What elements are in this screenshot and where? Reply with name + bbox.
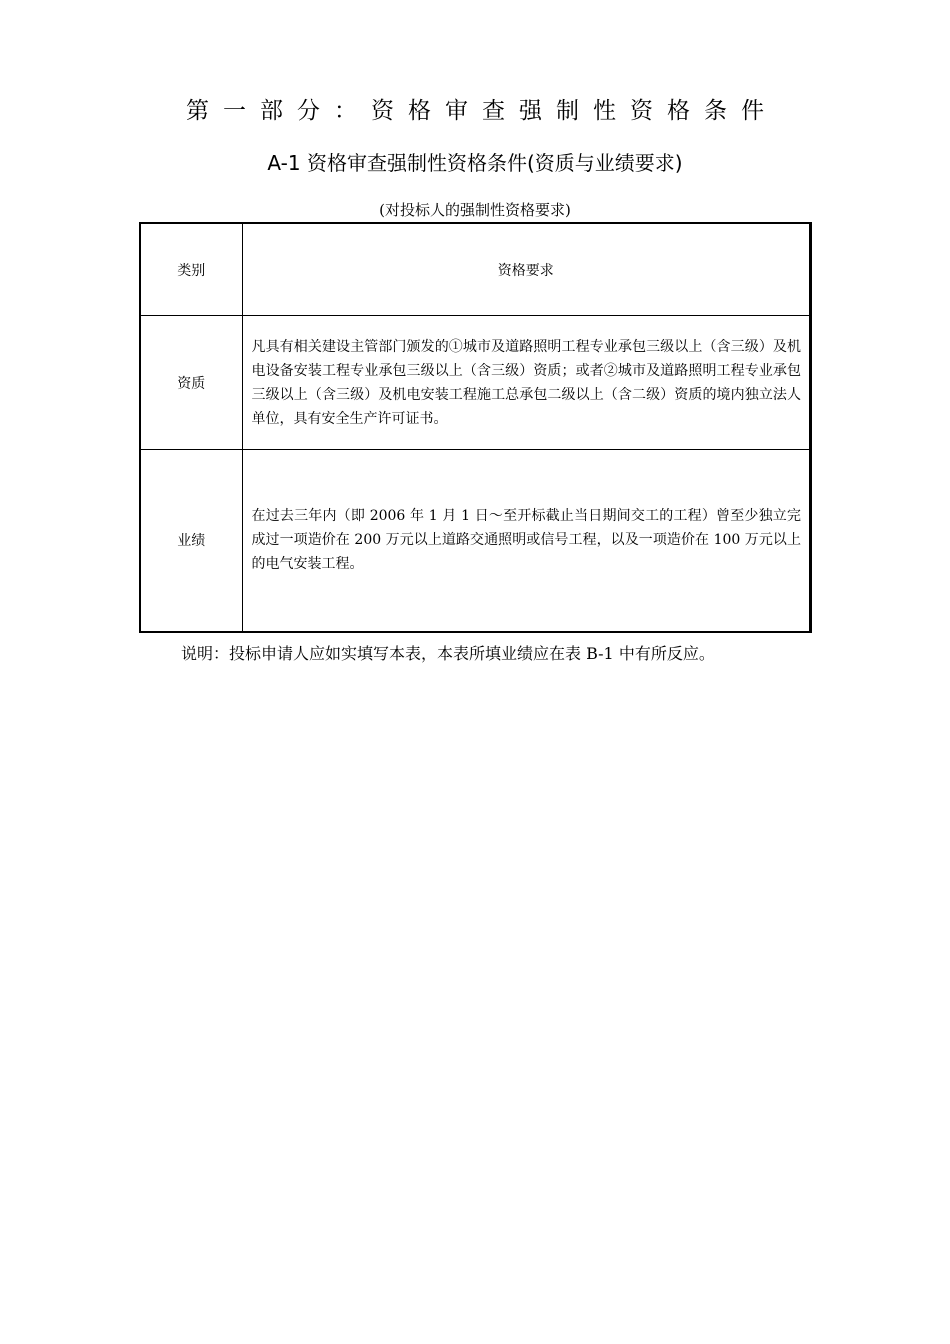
- header-requirement: 资格要求: [242, 223, 811, 316]
- row-requirement-performance: 在过去三年内（即 2006 年 1 月 1 日～至开标截止当日期间交工的工程）曾至少独立完成过一项造价在 200 万元以上道路交通照明或信号工程，以及一项造价在 100 万元以上的电气安装工程。: [242, 450, 811, 632]
- row-category-qualification: 资质: [140, 316, 242, 450]
- header-category: 类别: [140, 223, 242, 316]
- table-row: [140, 450, 811, 632]
- part-title: 第一部分：资格审查强制性资格条件: [186, 98, 778, 124]
- section-subtitle: A-1 资格审查强制性资格条件(资质与业绩要求): [267, 151, 683, 175]
- row-category-performance: 业绩: [140, 450, 242, 632]
- qualification-table: [139, 222, 812, 633]
- table-row: [140, 316, 811, 450]
- scope-note: (对投标人的强制性资格要求): [379, 201, 571, 219]
- row-requirement-qualification: 凡具有相关建设主管部门颁发的①城市及道路照明工程专业承包三级以上（含三级）及机电设备安装工程专业承包三级以上（含三级）资质；或者②城市及道路照明工程专业承包三级以上（含三级）及机电安装工程施工总承包二级以上（含二级）资质的境内独立法人单位，具有安全生产许可证书。: [242, 316, 811, 450]
- table-footnote: 说明：投标申请人应如实填写本表，本表所填业绩应在表 B-1 中有所反应。: [181, 644, 715, 663]
- table-header-row: [140, 223, 811, 316]
